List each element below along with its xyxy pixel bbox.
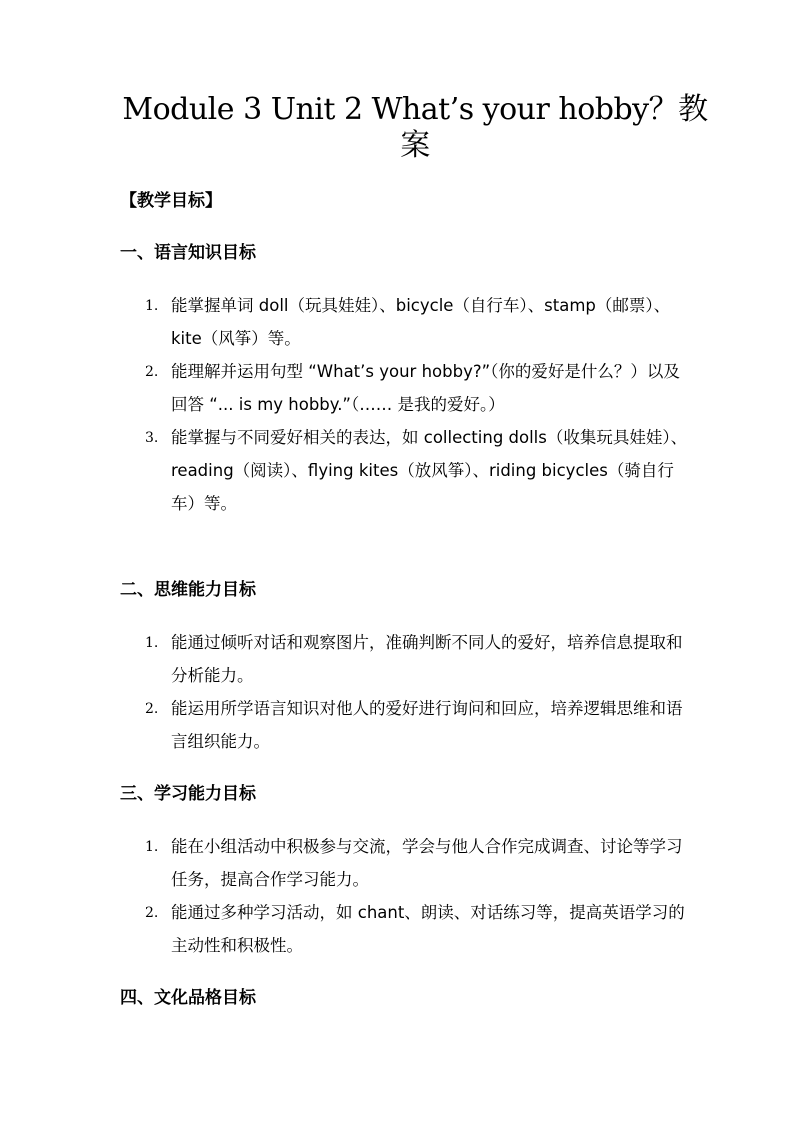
thinking-ability-list <box>145 626 690 758</box>
item-text: 能通过倾听对话和观察图片，准确判断不同人的爱好，培养信息提取和分析能力。 <box>171 633 683 685</box>
item-text: 能通过多种学习活动，如 chant、朗读、对话练习等，提高英语学习的主动性和积极性。 <box>171 903 685 955</box>
item-number: 1. <box>145 839 159 855</box>
list-item <box>145 896 690 962</box>
item-number: 3. <box>145 430 159 446</box>
document-title: Module 3 Unit 2 What’s your hobby？教案 <box>122 92 708 163</box>
item-number: 2. <box>145 701 159 717</box>
language-knowledge-list <box>145 289 690 520</box>
list-item <box>145 289 690 355</box>
item-text: 能理解并运用句型 “What’s your hobby?”（你的爱好是什么？）以及回答 “... is my hobby.”（…… 是我的爱好。） <box>171 362 680 414</box>
item-number: 1. <box>145 635 159 651</box>
list-item <box>145 692 690 758</box>
list-item <box>145 626 690 692</box>
item-text: 能在小组活动中积极参与交流，学会与他人合作完成调查、讨论等学习任务，提高合作学习能力。 <box>171 837 683 889</box>
learning-ability-list <box>145 830 690 962</box>
list-item <box>145 355 690 421</box>
item-number: 1. <box>145 298 159 314</box>
section-heading-cultural-character: 四、文化品格目标 <box>120 988 256 1008</box>
item-number: 2. <box>145 905 159 921</box>
section-heading-thinking-ability: 二、思维能力目标 <box>120 580 256 600</box>
item-text: 能掌握与不同爱好相关的表达，如 collecting dolls（收集玩具娃娃）、reading（阅读）、flying kites（放风筝）、riding bicycles（骑自行车）等。 <box>171 428 688 513</box>
item-text: 能运用所学语言知识对他人的爱好进行询问和回应，培养逻辑思维和语言组织能力。 <box>171 699 683 751</box>
item-number: 2. <box>145 364 159 380</box>
list-item <box>145 421 690 520</box>
section-heading-teaching-goals: 【教学目标】 <box>120 191 222 211</box>
section-heading-language-knowledge: 一、语言知识目标 <box>120 243 256 263</box>
section-heading-learning-ability: 三、学习能力目标 <box>120 784 256 804</box>
item-text: 能掌握单词 doll（玩具娃娃）、bicycle（自行车）、stamp（邮票）、kite（风筝）等。 <box>171 296 671 348</box>
list-item <box>145 830 690 896</box>
